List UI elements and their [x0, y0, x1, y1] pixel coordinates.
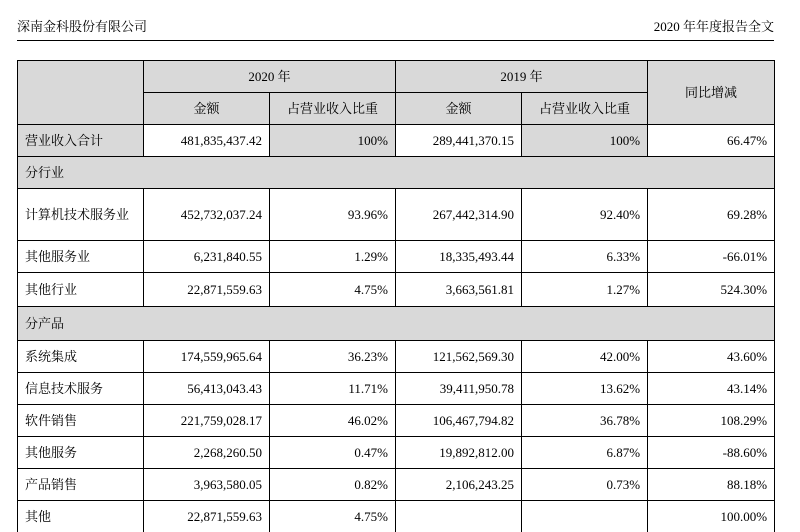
report-title: 2020 年年度报告全文 [653, 19, 774, 34]
cell-ratio-2019: 6.87% [522, 437, 648, 469]
company-name: 深南金科股份有限公司 [17, 19, 148, 34]
cell-ratio-2019: 6.33% [522, 241, 648, 273]
cell-amount-2020: 6,231,840.55 [144, 241, 270, 273]
section-title: 分产品 [18, 307, 775, 341]
cell-change: -66.01% [648, 241, 775, 273]
cell-change: 69.28% [648, 189, 775, 241]
cell-label: 软件销售 [18, 405, 144, 437]
cell-ratio-2020: 93.96% [270, 189, 396, 241]
cell-change: 100.00% [648, 501, 775, 532]
cell-amount-2020: 2,268,260.50 [144, 437, 270, 469]
cell-amount-2020: 174,559,965.64 [144, 341, 270, 373]
cell-ratio-2020: 0.47% [270, 437, 396, 469]
cell-ratio-2020: 100% [270, 125, 396, 157]
cell-amount-2020: 22,871,559.63 [144, 273, 270, 307]
table-row [18, 341, 775, 373]
header-ratio-2020: 占营业收入比重 [270, 93, 396, 125]
cell-change: 88.18% [648, 469, 775, 501]
cell-amount-2019: 267,442,314.90 [396, 189, 522, 241]
header-amount-2020: 金额 [144, 93, 270, 125]
cell-amount-2019: 19,892,812.00 [396, 437, 522, 469]
cell-amount-2019: 2,106,243.25 [396, 469, 522, 501]
cell-ratio-2020: 4.75% [270, 501, 396, 532]
cell-ratio-2020: 46.02% [270, 405, 396, 437]
cell-change: 66.47% [648, 125, 775, 157]
table-row [18, 437, 775, 469]
cell-ratio-2020: 1.29% [270, 241, 396, 273]
cell-amount-2019: 3,663,561.81 [396, 273, 522, 307]
cell-amount-2020: 481,835,437.42 [144, 125, 270, 157]
header-ratio-2019: 占营业收入比重 [522, 93, 648, 125]
cell-ratio-2019: 92.40% [522, 189, 648, 241]
cell-label: 其他行业 [18, 273, 144, 307]
header-row-years [18, 61, 775, 93]
total-row [18, 125, 775, 157]
header-amount-2019: 金额 [396, 93, 522, 125]
table-row [18, 405, 775, 437]
cell-ratio-2019: 36.78% [522, 405, 648, 437]
cell-amount-2019 [396, 501, 522, 532]
header-change: 同比增减 [648, 61, 775, 125]
cell-ratio-2019: 1.27% [522, 273, 648, 307]
cell-label: 其他 [18, 501, 144, 532]
header-year-2019: 2019 年 [396, 61, 648, 93]
section-row-product [18, 307, 775, 341]
section-title: 分行业 [18, 157, 775, 189]
cell-ratio-2019: 100% [522, 125, 648, 157]
cell-label: 系统集成 [18, 341, 144, 373]
cell-amount-2020: 22,871,559.63 [144, 501, 270, 532]
cell-amount-2020: 3,963,580.05 [144, 469, 270, 501]
cell-ratio-2020: 0.82% [270, 469, 396, 501]
cell-amount-2020: 452,732,037.24 [144, 189, 270, 241]
cell-change: 524.30% [648, 273, 775, 307]
cell-ratio-2019: 13.62% [522, 373, 648, 405]
table-row [18, 273, 775, 307]
page-header [17, 14, 774, 41]
cell-change: 43.60% [648, 341, 775, 373]
table-row [18, 373, 775, 405]
cell-amount-2020: 56,413,043.43 [144, 373, 270, 405]
cell-ratio-2020: 11.71% [270, 373, 396, 405]
cell-ratio-2020: 4.75% [270, 273, 396, 307]
table-row [18, 469, 775, 501]
cell-ratio-2019 [522, 501, 648, 532]
cell-amount-2019: 106,467,794.82 [396, 405, 522, 437]
table-row [18, 501, 775, 532]
cell-ratio-2019: 0.73% [522, 469, 648, 501]
cell-ratio-2019: 42.00% [522, 341, 648, 373]
cell-label: 其他服务 [18, 437, 144, 469]
cell-ratio-2020: 36.23% [270, 341, 396, 373]
table-row [18, 189, 775, 241]
cell-amount-2019: 289,441,370.15 [396, 125, 522, 157]
table-row [18, 241, 775, 273]
section-row-industry [18, 157, 775, 189]
cell-label: 计算机技术服务业 [18, 189, 144, 241]
cell-amount-2019: 18,335,493.44 [396, 241, 522, 273]
cell-amount-2019: 39,411,950.78 [396, 373, 522, 405]
cell-label: 其他服务业 [18, 241, 144, 273]
cell-change: 43.14% [648, 373, 775, 405]
cell-label: 信息技术服务 [18, 373, 144, 405]
header-year-2020: 2020 年 [144, 61, 396, 93]
cell-change: 108.29% [648, 405, 775, 437]
revenue-table [17, 60, 775, 532]
cell-amount-2020: 221,759,028.17 [144, 405, 270, 437]
cell-change: -88.60% [648, 437, 775, 469]
header-blank-cell [18, 61, 144, 125]
cell-label: 营业收入合计 [18, 125, 144, 157]
cell-label: 产品销售 [18, 469, 144, 501]
cell-amount-2019: 121,562,569.30 [396, 341, 522, 373]
